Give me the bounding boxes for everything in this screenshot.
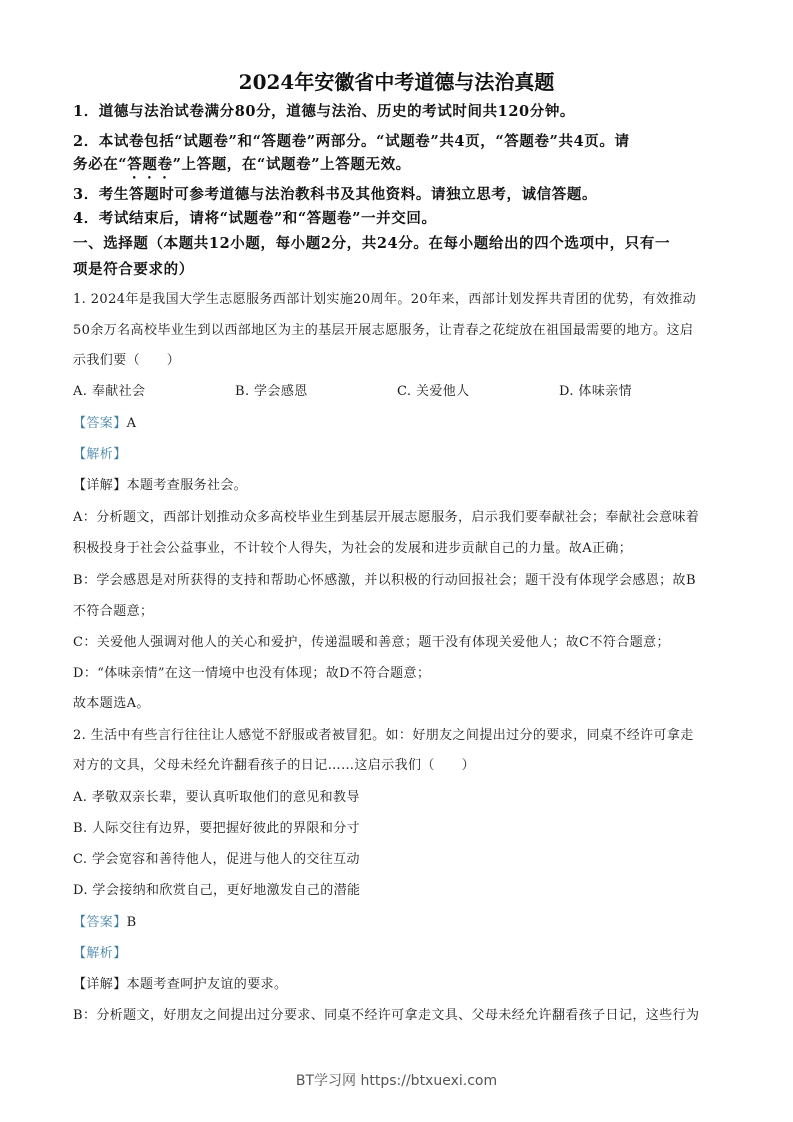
q2-stem-line-1: 2. 生活中有些言行往往让人感觉不舒服或者被冒犯。如：好朋友之间提出过分的要求，同桌不经许可拿走: [73, 728, 694, 743]
q2-option-a: A. 孝敬双亲长辈，要认真听取他们的意见和教导: [73, 790, 360, 805]
q2-option-c: C. 学会宽容和善待他人，促进与他人的交往互动: [73, 852, 360, 867]
q1-exp-line: 不符合题意；: [73, 604, 154, 619]
q1-stem-line-3: 示我们要（ ）: [73, 353, 181, 368]
q1-stem-line-2: 50余万名高校毕业生到以西部地区为主的基层开展志愿服务，让青春之花绽放在祖国最需要的地方。这启: [73, 323, 694, 338]
q1-exp-line: 积极投身于社会公益事业，不计较个人得失，为社会的发展和进步贡献自己的力量。故A正确；: [73, 541, 633, 556]
q2-detail: [73, 973, 723, 992]
detail-intro: 本题考查服务社会。: [126, 478, 248, 493]
q2-option-b: B. 人际交往有边界，要把握好彼此的界限和分寸: [73, 821, 361, 836]
q1-analysis-tag: 【解析】: [73, 447, 127, 462]
instruction-2-cont: [73, 153, 723, 182]
answer-tag: 【答案】: [73, 915, 127, 930]
instruction-2: 2．本试卷包括“试题卷”和“答题卷”两部分。“试题卷”共4页，“答题卷”共4页。请: [73, 133, 630, 150]
emphasized-answer-sheet: 答题卷: [127, 156, 173, 173]
q1-option-d: D. 体味亲情: [559, 384, 633, 399]
page-title: 2024年安徽省中考道德与法治真题: [238, 70, 555, 94]
instruction-2-pre: 务必在“: [73, 156, 128, 173]
q2-stem-line-2: 对方的文具，父母未经允许翻看孩子的日记……这启示我们（ ）: [73, 758, 476, 773]
instruction-1: 1．道德与法治试卷满分80分，道德与法治、历史的考试时间共120分钟。: [73, 103, 576, 120]
answer-tag: 【答案】: [73, 416, 127, 431]
detail-tag: 【详解】: [73, 977, 127, 992]
q2-analysis-tag: 【解析】: [73, 946, 127, 961]
q1-answer: [73, 412, 723, 431]
q1-options: [73, 380, 723, 399]
detail-intro: 本题考查呵护友谊的要求。: [126, 977, 288, 992]
q1-option-a: A. 奉献社会: [73, 384, 146, 399]
q1-exp-line: C：关爱他人强调对他人的关心和爱护，传递温暖和善意；题干没有体现关爱他人；故C不符合题意；: [73, 635, 670, 650]
instruction-2-post: ”上答题，在“试题卷”上答题无效。: [172, 156, 411, 173]
section-heading: 一、选择题（本题共12小题，每小题2分，共24分。在每小题给出的四个选项中，只有一: [73, 235, 671, 252]
q1-exp-line: D：“体味亲情”在这一情境中也没有体现；故D不符合题意；: [73, 666, 431, 681]
q1-option-b: B. 学会感恩: [235, 384, 308, 399]
instruction-3: 3．考生答题时可参考道德与法治教科书及其他资料。请独立思考，诚信答题。: [73, 186, 598, 203]
answer-value: A: [126, 416, 137, 431]
q1-detail: [73, 474, 723, 493]
q1-exp-line: 故本题选A。: [73, 696, 150, 711]
q1-stem-line-1: 1. 2024年是我国大学生志愿服务西部计划实施20周年。20年来，西部计划发挥共青团的优势，有效推动: [73, 292, 697, 307]
instruction-4: 4．考试结束后，请将“试题卷”和“答题卷”一并交回。: [73, 210, 437, 227]
answer-value: B: [126, 915, 137, 930]
q1-option-c: C. 关爱他人: [397, 384, 470, 399]
footer-watermark: BT学习网 https://btxuexi.com: [295, 1073, 498, 1089]
section-heading-cont: 项是符合要求的）: [73, 261, 194, 278]
q1-exp-line: B：学会感恩是对所获得的支持和帮助心怀感激，并以积极的行动回报社会；题干没有体现学会感恩；故B: [73, 573, 696, 588]
q1-exp-line: A：分析题文，西部计划推动众多高校毕业生到基层开展志愿服务，启示我们要奉献社会；奉献社会意味着: [73, 510, 700, 525]
q2-exp-line: B：分析题文，好朋友之间提出过分要求、同桌不经许可拿走文具、父母未经允许翻看孩子日记，这些行为: [73, 1008, 700, 1023]
q2-answer: [73, 911, 723, 930]
q2-option-d: D. 学会接纳和欣赏自己，更好地激发自己的潜能: [73, 883, 361, 898]
detail-tag: 【详解】: [73, 478, 127, 493]
